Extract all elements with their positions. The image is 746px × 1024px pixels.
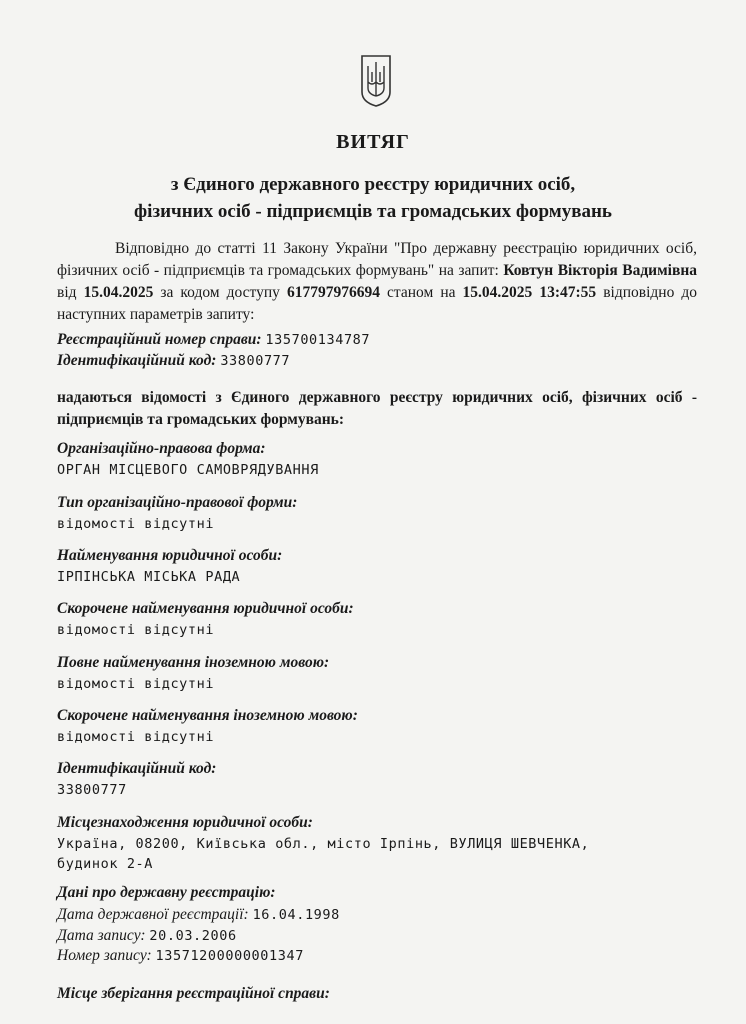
document-subtitle-line1: з Єдиного державного реєстру юридичних осіб, xyxy=(170,174,576,195)
field-label-registration: Дані про державну реєстрацію: xyxy=(57,884,276,901)
id-code-param-row: Ідентифікаційний код: 33800777 xyxy=(57,352,291,369)
registration-date-row: Дата державної реєстрації: 16.04.1998 xyxy=(57,906,340,923)
trident-emblem-icon xyxy=(356,52,396,108)
field-value-foreign-full-name: відомості відсутні xyxy=(57,676,215,692)
field-value-legal-form-type: відомості відсутні xyxy=(57,516,215,532)
document-title: ВИТЯГ xyxy=(336,131,410,153)
request-date: 15.04.2025 xyxy=(83,284,154,301)
field-value-location-line1: Україна, 08200, Київська обл., місто Ірпінь, ВУЛИЦЯ ШЕВЧЕНКА, xyxy=(57,836,590,852)
field-value-foreign-short-name: відомості відсутні xyxy=(57,729,215,745)
field-label-short-name: Скорочене найменування юридичної особи: xyxy=(57,600,354,617)
field-label-legal-form: Організаційно-правова форма: xyxy=(57,440,266,457)
field-label-foreign-full-name: Повне найменування іноземною мовою: xyxy=(57,654,330,671)
field-label-entity-name: Найменування юридичної особи: xyxy=(57,547,283,564)
field-label-foreign-short-name: Скорочене найменування іноземною мовою: xyxy=(57,707,358,724)
field-value-location-line2: будинок 2-А xyxy=(57,856,154,872)
field-value-entity-name: ІРПІНСЬКА МІСЬКА РАДА xyxy=(57,569,241,585)
registration-date-value: 16.04.1998 xyxy=(252,907,340,923)
case-number-row: Реєстраційний номер справи: 135700134787 xyxy=(57,331,371,348)
state-datetime: 15.04.2025 13:47:55 xyxy=(462,284,597,301)
record-number-value: 13571200000001347 xyxy=(155,948,304,964)
field-value-legal-form: ОРГАН МІСЦЕВОГО САМОВРЯДУВАННЯ xyxy=(57,462,319,478)
record-number-row: Номер запису: 13571200000001347 xyxy=(57,947,304,964)
field-label-id-code: Ідентифікаційний код: xyxy=(57,760,217,777)
field-label-case-storage: Місце зберігання реєстраційної справи: xyxy=(57,985,330,1002)
provided-info-text: надаються відомості з Єдиного державного реєстру юридичних осіб, фізичних осіб - підприємців та громадських формувань: xyxy=(57,389,697,428)
field-label-location: Місцезнаходження юридичної особи: xyxy=(57,814,313,831)
record-date-value: 20.03.2006 xyxy=(149,928,237,944)
case-number-value: 135700134787 xyxy=(265,332,371,348)
field-value-id-code: 33800777 xyxy=(57,782,127,798)
field-value-short-name: відомості відсутні xyxy=(57,622,215,638)
id-code-param-value: 33800777 xyxy=(220,353,291,369)
record-date-row: Дата запису: 20.03.2006 xyxy=(57,927,237,944)
intro-paragraph: Відповідно до статті 11 Закону України "Про державну реєстрацію юридичних осіб, фізичних осіб - підприємців та громадських формувань" на запит: Ковтун Вікторія Вадимівна від 15.04.2025 за кодом доступу 617797976694 станом на 15.04.2025 13:47:55 відповідно до наступних параметрів запиту: xyxy=(57,240,698,323)
requester-name: Ковтун Вікторія Вадимівна xyxy=(503,262,697,279)
field-label-legal-form-type: Тип організаційно-правової форми: xyxy=(57,494,298,511)
access-code: 617797976694 xyxy=(286,284,380,301)
document-subtitle-line2: фізичних осіб - підприємців та громадських формувань xyxy=(134,201,612,222)
